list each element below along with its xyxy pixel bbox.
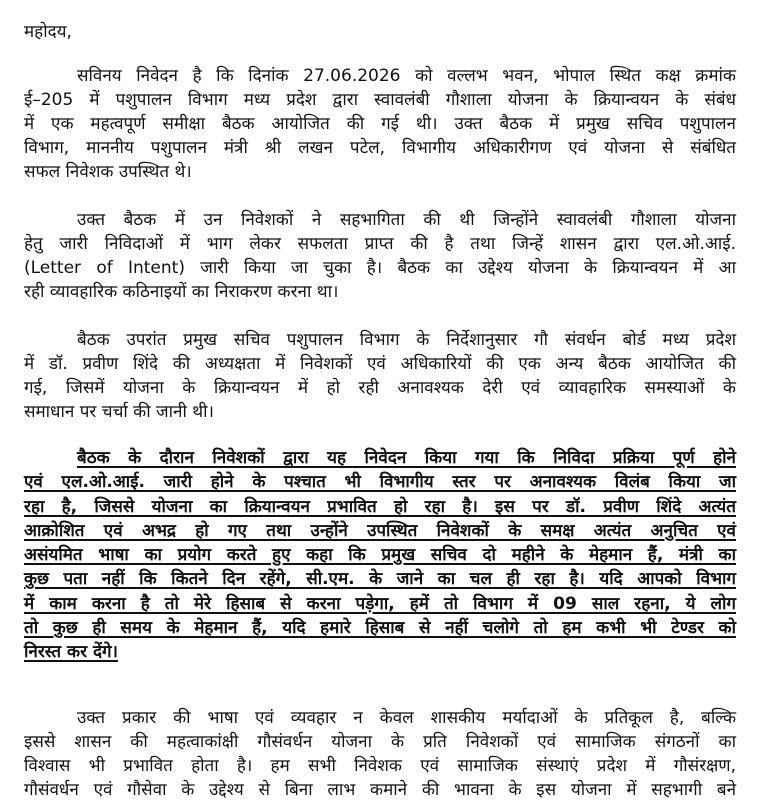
paragraph-line: असंयमित भाषा का प्रयोग करते हुए कहा कि प्रमुख सचिव दो महीने के मेहमान हैं, मंत्री का [24,545,736,566]
paragraph-line: में डॉ. प्रवीण शिंदे की अध्यक्षता में निवेशकों एवं अधिकारियों की एक अन्य बैठक आयोजित की [24,354,736,374]
paragraph-second-meeting [24,328,736,424]
paragraph-consequences [24,706,736,802]
paragraph-line: गौसंवर्धन एवं गौसेवा के उद्देश्य से बिना लाभ कमाने की भावना के इस योजना में सहभागी बने [24,780,736,800]
paragraph-line: बैठक के दौरान निवेशकों द्वारा यह निवेदन किया गया कि निविदा प्रक्रिया पूर्ण होने [77,448,736,468]
paragraph-line: बैठक उपरांत प्रमुख सचिव पशुपालन विभाग के निर्देशानुसार गौ संवर्धन बोर्ड मध्य प्रदेश [77,330,736,350]
paragraph-line: (Letter of Intent) जारी किया जा चुका है। बैठक का उद्देश्य योजना के क्रियान्वयन में आ [24,258,736,278]
paragraph-line: रही व्यावहारिक कठिनाइयों का निराकरण करना था। [24,282,339,302]
paragraph-line: रहा है, जिससे योजना का क्रियान्वयन प्रभावित हो रहा है। इस पर डॉ. प्रवीण शिंदे अत्यंत [24,496,736,517]
paragraph-line: एवं एल.ओ.आई. जारी होने के पश्चात भी विभागीय स्तर पर अनावश्यक विलंब किया जा [24,472,736,493]
paragraph-investors [24,208,736,304]
paragraph-line: हेतु जारी निविदाओं में भाग लेकर सफलता प्राप्त की है तथा जिन्हें शासन द्वारा एल.ओ.आई. [24,234,736,254]
paragraph-line: कुछ पता नहीं कि कितने दिन रहेंगे, सी.एम. के जाने का चल ही रहा है। यदि आपको विभाग [24,569,736,590]
paragraph-line: सविनय निवेदन है कि दिनांक 27.06.2026 को वल्लभ भवन, भोपाल स्थित कक्ष क्रमांक [77,66,736,86]
paragraph-line: विश्वास भी प्रभावित होता है। हम सभी निवेशक एवं सामाजिक संस्थाएं प्रदेश में गौसंरक्षण, [24,756,736,776]
paragraph-line: गई, जिसमें योजना के क्रियान्वयन में हो रही अनावश्यक देरी एवं व्यावहारिक समस्याओं के [24,378,736,398]
paragraph-line: समाधान पर चर्चा की जानी थी। [24,402,214,422]
paragraph-line: में एक महत्वपूर्ण समीक्षा बैठक आयोजित की गई थी। उक्त बैठक में प्रमुख सचिव पशुपालन [24,114,736,134]
paragraph-line: तो कुछ ही समय के मेहमान हैं, यदि हमारे हिसाब से नहीं चलोगे तो हम कभी भी टेण्डर को [24,618,736,639]
paragraph-line: उक्त बैठक में उन निवेशकों ने सहभागिता की थी जिन्होंने स्वावलंबी गौशाला योजना [77,210,736,230]
salutation: महोदय, [24,22,72,42]
paragraph-line: में काम करना है तो मेरे हिसाब से करना पड़ेगा, हमें तो विभाग में 09 साल रहना, ये लोग [24,593,736,614]
paragraph-line: ई–205 में पशुपालन विभाग मध्य प्रदेश द्वारा स्वावलंबी गौशाला योजना के क्रियान्वयन के संबंध [24,90,736,110]
paragraph-line: सफल निवेशक उपस्थित थे। [24,162,192,182]
paragraph-line: इससे शासन की महत्वाकांक्षी गौसंवर्धन योजना के प्रति निवेशकों एवं सामाजिक संगठनों का [24,732,736,752]
paragraph-line: विभाग, माननीय पशुपालन मंत्री श्री लखन पटेल, विभागीय अधिकारीगण एवं योजना से संबंधित [24,138,736,158]
paragraph-line: निरस्त कर देंगे। [24,642,118,663]
paragraph-meeting-details [24,64,736,184]
paragraph-complaint-emphasized [24,446,736,665]
paragraph-line: उक्त प्रकार की भाषा एवं व्यवहार न केवल शासकीय मर्यादाओं के प्रतिकूल है, बल्कि [77,708,736,728]
paragraph-line: आक्रोशित एवं अभद्र हो गए तथा उन्होंने उपस्थित निवेशकों के समक्ष अत्यंत अनुचित एवं [24,520,736,541]
